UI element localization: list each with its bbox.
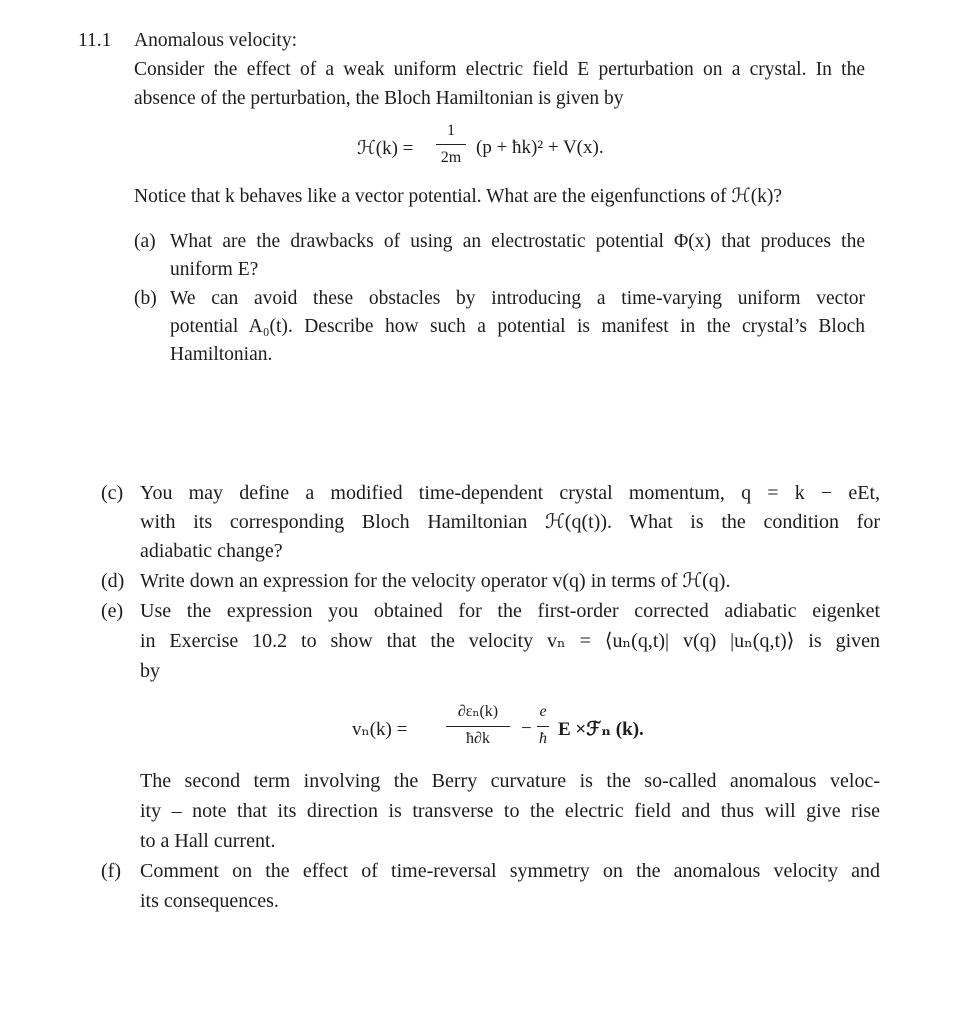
part-f-line-1: Comment on the effect of time-reversal symmetry on the anomalous velocity and (140, 860, 880, 882)
part-d-line-1: Write down an expression for the velocity operator v(q) in terms of ℋ(q). (140, 570, 731, 592)
part-a-line-1: What are the drawbacks of using an electrostatic potential Φ(x) that produces the (170, 231, 865, 252)
intro-line-2: absence of the perturbation, the Bloch Hamiltonian is given by (134, 88, 624, 109)
part-e-line-3: by (140, 660, 160, 682)
hamiltonian-numerator: 1 (447, 122, 455, 139)
part-f-line-2: its consequences. (140, 890, 279, 912)
velocity-frac2-denominator: ħ (539, 730, 547, 747)
problem-question: Notice that k behaves like a vector potential. What are the eigenfunctions of ℋ(k)? (134, 186, 783, 207)
intro-line-1: Consider the effect of a weak uniform electric field E perturbation on a crystal. In the (134, 59, 865, 80)
problem-number: 11.1 (78, 30, 112, 51)
part-c-line-3: adiabatic change? (140, 540, 283, 562)
hamiltonian-rhs: (p + ħk)² + V(x). (476, 137, 604, 158)
part-f-label: (f) (101, 860, 121, 882)
part-e-line-1: Use the expression you obtained for the first-order corrected adiabatic eigenket (140, 600, 880, 622)
part-e-label: (e) (101, 600, 124, 622)
velocity-lhs: vₙ(k) = (352, 719, 408, 740)
part-d-label: (d) (101, 570, 125, 592)
hamiltonian-lhs: ℋ(k) = (357, 138, 414, 159)
part-e-line-2: in Exercise 10.2 to show that the velocity vₙ = ⟨uₙ(q,t)| v(q) |uₙ(q,t)⟩ is given (140, 630, 880, 652)
velocity-frac1-bar (446, 726, 510, 727)
part-e-followup-line-1: The second term involving the Berry curvature is the so-called anomalous veloc- (140, 770, 880, 792)
part-c-label: (c) (101, 482, 124, 504)
velocity-minus: − (521, 718, 532, 739)
part-a-label: (a) (134, 231, 156, 252)
hamiltonian-fraction-bar (436, 144, 466, 145)
velocity-frac1-denominator: ħ∂k (466, 730, 490, 747)
part-c-line-2: with its corresponding Bloch Hamiltonian ℋ(q(t)). What is the condition for (140, 511, 880, 533)
part-c-line-1: You may define a modified time-dependent crystal momentum, q = k − eEt, (140, 482, 880, 504)
velocity-frac1-numerator: ∂εₙ(k) (457, 703, 499, 720)
velocity-frac2-bar (537, 726, 549, 727)
part-b-label: (b) (134, 288, 157, 309)
problem-title: Anomalous velocity: (134, 30, 298, 51)
hamiltonian-denominator: 2m (440, 149, 462, 166)
part-b-line-2: potential A₀(t). Describe how such a potential is manifest in the crystal’s Bloch (170, 316, 865, 337)
part-a-line-2: uniform E? (170, 259, 259, 280)
part-b-line-1: We can avoid these obstacles by introducing a time-varying uniform vector (170, 288, 865, 309)
velocity-frac2-numerator: e (539, 703, 547, 720)
part-e-followup-line-3: to a Hall current. (140, 830, 276, 852)
part-b-line-3: Hamiltonian. (170, 344, 273, 365)
velocity-rhs: E ×ℱₙ (k). (558, 719, 644, 740)
part-e-followup-line-2: ity – note that its direction is transverse to the electric field and thus will give rise (140, 800, 880, 822)
